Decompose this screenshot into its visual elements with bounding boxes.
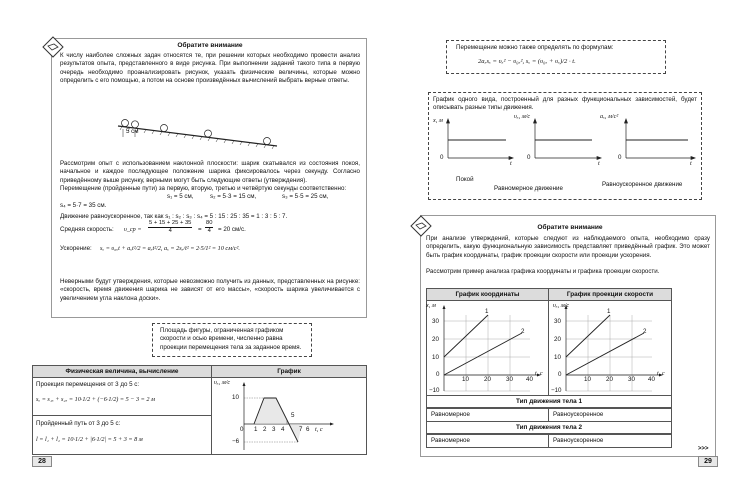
page-number-left: 28 xyxy=(32,456,52,467)
c2-y20: 20 xyxy=(554,336,561,343)
row-displacement-label: Проекция перемещения от 3 до 5 с: xyxy=(36,381,140,388)
c1-line1: 1 xyxy=(485,308,489,315)
page-number-right: 29 xyxy=(698,456,718,467)
three-graphs xyxy=(430,118,700,168)
table-vdivider xyxy=(548,301,549,395)
avg-speed-label: Средняя скорость: xyxy=(60,226,114,233)
g3-t: t xyxy=(690,160,692,167)
body2-velocity: Равноускоренное xyxy=(548,434,672,448)
c1-ylabel: x, м xyxy=(426,302,436,309)
note-title-right: Обратите внимание xyxy=(537,224,603,231)
graph-x4: 4 xyxy=(281,426,285,433)
table-divider xyxy=(211,378,212,455)
graph-x6: 6 xyxy=(306,426,310,433)
label-accel: Равноускоренное движение xyxy=(602,181,683,188)
avg-num: 5 + 15 + 25 + 35 xyxy=(149,220,192,226)
formula-box-text: Перемещение можно также определять по формулам: xyxy=(456,44,614,51)
value-s3: s₃ = 5·5 = 25 см, xyxy=(282,193,329,200)
graph-t-label: t, с xyxy=(315,426,323,433)
graph-x7: 7 xyxy=(299,426,303,433)
c2-t: t, с xyxy=(657,370,665,377)
body1-velocity: Равноускоренное xyxy=(548,408,672,422)
value-s2: s₂ = 5·3 = 15 см, xyxy=(210,193,257,200)
acceleration-formula: sₓ = υ₀ₓt + aₓt²/2 = aₓt²/2, aₓ = 2sₓ/t² = 2·5/1² = 10 см/с². xyxy=(100,245,240,252)
c2-y0: 0 xyxy=(558,371,562,378)
continue-arrows: >>> xyxy=(698,446,709,452)
g2-ylabel: υₓ, м/с xyxy=(514,113,531,120)
avg-mid: = xyxy=(198,226,202,233)
c2-line1: 1 xyxy=(607,308,611,315)
c2-x40: 40 xyxy=(648,376,655,383)
g3-ylabel: aₓ, м/с² xyxy=(600,113,619,120)
header-body1: Тип движения тела 1 xyxy=(426,395,672,408)
avg-den2: 4 xyxy=(207,228,211,234)
graph-y10: 10 xyxy=(232,394,239,401)
value-s4: s₄ = 5·7 = 35 см. xyxy=(60,202,107,209)
graph-x1: 1 xyxy=(254,426,258,433)
body1-coordinate: Равномерное xyxy=(426,408,549,422)
paragraph-wrong-statements: Неверными будут утверждения, которые невозможно получить из данных, представленных на рисунке: «скорость, время движения шарика не зависят от его массы», «скорость шарика увеличивается с увеличением угла наклона доски». xyxy=(60,278,360,302)
paragraph-uniform-accel: Движение равноускоренное, так как s₁ : s₂ : s₃ : s₄ = 5 : 15 : 25 : 35 = 1 : 3 : 5 : 7. xyxy=(60,213,288,220)
graph-ylabel: υₓ, м/с xyxy=(214,379,231,386)
avg-speed-lhs: υ_ср = xyxy=(124,226,142,233)
g2-zero: 0 xyxy=(527,154,531,161)
c1-y20: 20 xyxy=(432,336,439,343)
row-path-formula: l = l₁ + l₂ = 10·1/2 + |6·1/2| = 5 + 3 = 8 м xyxy=(36,436,143,443)
c2-x30: 30 xyxy=(628,376,635,383)
graph-x0: 0 xyxy=(240,426,244,433)
acceleration-label: Ускорение: xyxy=(60,245,92,252)
header-body2: Тип движения тела 2 xyxy=(426,421,672,434)
graph-x3: 3 xyxy=(272,426,276,433)
note-text-right: При анализе утверждений, которые следуют из наблюдаемого опыта, необходимо сразу определить, какую функциональную зависимость представляет приведённый график. Это может быть график координаты, график проекции скорости или проекции ускорения. xyxy=(426,235,710,259)
c1-line2: 2 xyxy=(521,328,525,335)
note-text-right-2: Рассмотрим пример анализа графика координаты и графика проекции скорости. xyxy=(426,268,660,275)
graph-ym6: −6 xyxy=(232,438,240,445)
note-title-left: Обратите внимание xyxy=(177,42,243,49)
th-velocity: График проекции скорости xyxy=(548,288,672,301)
body2-coordinate: Равномерное xyxy=(426,434,549,448)
c1-x40: 40 xyxy=(526,376,533,383)
c2-y30: 30 xyxy=(554,318,561,325)
graphs-box-text: График одного вида, построенный для разных функциональных зависимостей, будет описывать разные типы движения. xyxy=(433,96,697,112)
table-row-divider xyxy=(32,415,212,416)
figure-label-5cm: 5 см xyxy=(126,128,139,135)
th-coordinate: График координаты xyxy=(426,288,549,301)
graph-5-label: 5 xyxy=(291,412,295,419)
avg-den: 4 xyxy=(168,228,172,234)
label-rest: Покой xyxy=(456,176,474,183)
avg-speed-fraction2 xyxy=(205,220,213,235)
note-text-left: К числу наиболее сложных задач относятся те, при решении которых необходимо провести анализ результатов опыта, представленного в виде рисунка. При выполнении заданий такого типа в первую очередь необходимо проанализировать рисунок, указать физические величины, которые можно определить с его помощью, а потом на основе произведённых вычислений выбрать верные ответы. xyxy=(60,52,360,85)
c1-x30: 30 xyxy=(506,376,513,383)
value-s1: s₁ = 5 см, xyxy=(167,193,194,200)
avg-num2: 80 xyxy=(206,220,213,226)
formula-box-formula: 2aₓsₓ = υₓ² − υ₀ₓ², sₓ = (υ₀ₓ + υₓ)/2 · t. xyxy=(478,58,576,65)
attention-icon-right xyxy=(410,215,432,237)
c2-y10: 10 xyxy=(554,354,561,361)
g3-zero: 0 xyxy=(618,154,622,161)
paragraph-displacement: Перемещение (пройденные пути) за первую, вторую, третью и четвёртую секунды соответственно: xyxy=(60,185,347,192)
c2-x20: 20 xyxy=(606,376,613,383)
paragraph-experiment: Рассмотрим опыт с использованием наклонной плоскости: шарик скатывался из состояния покоя, начальное и каждое последующее положение шарика фиксировалось через секунду. Согласно приведённому выше рисунку, верными могут быть следующие ответы (утверждения). xyxy=(60,160,360,184)
g2-t: t xyxy=(598,160,600,167)
c1-x10: 10 xyxy=(462,376,469,383)
table-header-quantity: Физическая величина, вычисление xyxy=(32,365,212,378)
c1-y10: 10 xyxy=(432,354,439,361)
label-uniform: Равномерное движение xyxy=(494,185,563,192)
c2-line2: 2 xyxy=(643,328,647,335)
c1-t: t, с xyxy=(535,370,543,377)
c2-ym10: −10 xyxy=(551,387,562,394)
c1-ym10: −10 xyxy=(429,387,440,394)
row-path-label: Пройденный путь от 3 до 5 с: xyxy=(36,420,121,427)
table-header-graph: График xyxy=(211,365,367,378)
avg-speed-fraction xyxy=(148,220,192,235)
area-rule-text: Площадь фигуры, ограниченная графиком скорости и осью времени, численно равна проекции перемещения тела за заданное время. xyxy=(160,327,302,351)
c2-x10: 10 xyxy=(584,376,591,383)
c1-x20: 20 xyxy=(484,376,491,383)
g1-t: t xyxy=(510,160,512,167)
graph-x2: 2 xyxy=(263,426,267,433)
c2-ylabel: υₓ, м/с xyxy=(553,302,570,309)
avg-res: = 20 см/с. xyxy=(218,226,246,233)
c1-y0: 0 xyxy=(436,371,440,378)
c1-y30: 30 xyxy=(432,318,439,325)
g1-ylabel: x, м xyxy=(433,117,443,124)
g1-zero: 0 xyxy=(440,154,444,161)
row-displacement-formula: sₓ = s₁ₓ + s₂ₓ = 10·1/2 + (−6·1/2) = 5 − 3 = 2 м xyxy=(36,396,155,403)
